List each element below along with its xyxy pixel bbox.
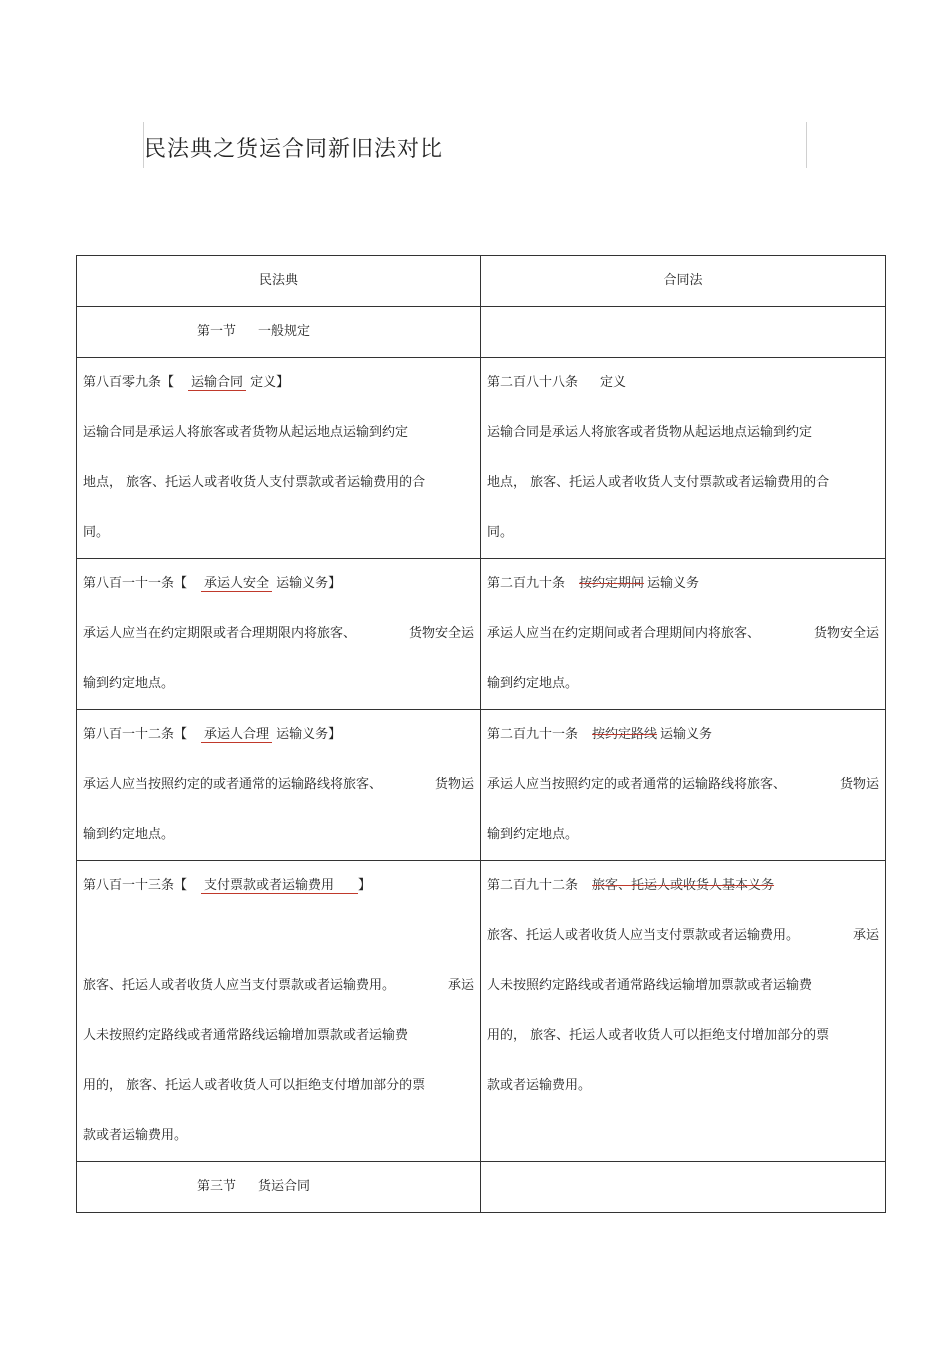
article-heading: 第二百九十条 按约定期间 运输义务 xyxy=(487,576,700,591)
article-text-line: 输到约定地点。 xyxy=(83,827,175,842)
article-text-line: 承运人应当在约定期间或者合理期间内将旅客、 货物安全运 xyxy=(487,626,879,641)
contract-law-cell xyxy=(481,559,886,710)
article-heading: 第八百一十二条【 承运人合理 运输义务】 xyxy=(83,727,342,742)
article-text-line: 用的， 旅客、托运人或者收货人可以拒绝支付增加部分的票 xyxy=(83,1078,426,1093)
article-text-line: 同。 xyxy=(487,525,514,540)
comparison-table xyxy=(76,255,886,1213)
article-text-line: 同。 xyxy=(83,525,110,540)
article-text-line: 运输合同是承运人将旅客或者货物从起运地点运输到约定 xyxy=(487,425,813,440)
civil-code-cell xyxy=(77,358,481,559)
article-text-line: 输到约定地点。 xyxy=(487,827,579,842)
article-text-line: 旅客、托运人或者收货人应当支付票款或者运输费用。 承运 xyxy=(83,978,474,993)
deleted-text-strike: 按约定路线 xyxy=(592,727,658,742)
section-cell-empty xyxy=(481,1162,886,1213)
article-heading: 第八百零九条【 运输合同 定义】 xyxy=(83,375,290,390)
amended-title-underline: 支付票款或者运输费用 xyxy=(201,878,358,894)
article-text-line: 用的， 旅客、托运人或者收货人可以拒绝支付增加部分的票 xyxy=(487,1028,830,1043)
section-row xyxy=(77,307,886,358)
article-heading: 第八百一十一条【 承运人安全 运输义务】 xyxy=(83,576,342,591)
article-text-line: 款或者运输费用。 xyxy=(83,1128,188,1143)
civil-code-cell xyxy=(77,710,481,861)
section-cell xyxy=(77,307,481,358)
table-header-row xyxy=(77,256,886,307)
blank-line xyxy=(83,911,474,961)
article-heading: 第二百九十二条 旅客、托运人或收货人基本义务 xyxy=(487,861,879,911)
article-text-line: 承运人应当按照约定的或者通常的运输路线将旅客、 货物运 xyxy=(83,777,474,792)
amended-title-underline: 承运人安全 xyxy=(201,576,272,592)
col-header-civil-code: 民法典 xyxy=(77,256,481,307)
section-number: 第一节 xyxy=(196,324,236,339)
amended-title-underline: 运输合同 xyxy=(188,375,246,391)
article-heading: 第二百九十一条 按约定路线 运输义务 xyxy=(487,727,713,742)
contract-law-cell xyxy=(481,861,886,1162)
article-text-line: 地点， 旅客、托运人或者收货人支付票款或者运输费用的合 xyxy=(487,475,830,490)
article-text-line: 人未按照约定路线或者通常路线运输增加票款或者运输费 xyxy=(83,1028,409,1043)
section-row xyxy=(77,1162,886,1213)
section-number: 第三节 xyxy=(196,1179,236,1194)
table-row xyxy=(77,710,886,861)
article-heading: 第二百八十八条 定义 xyxy=(487,375,627,390)
civil-code-cell xyxy=(77,559,481,710)
article-text-line: 地点， 旅客、托运人或者收货人支付票款或者运输费用的合 xyxy=(83,475,426,490)
article-text-line: 运输合同是承运人将旅客或者货物从起运地点运输到约定 xyxy=(83,425,409,440)
section-name: 货运合同 xyxy=(258,1179,311,1194)
article-text-line: 输到约定地点。 xyxy=(83,676,175,691)
article-text-line: 承运人应当在约定期限或者合理期限内将旅客、 货物安全运 xyxy=(83,626,474,641)
col-header-contract-law: 合同法 xyxy=(481,256,886,307)
deleted-text-strike: 按约定期间 xyxy=(579,576,645,591)
table-row xyxy=(77,559,886,710)
article-text-line: 款或者运输费用。 xyxy=(487,1078,592,1093)
contract-law-cell xyxy=(481,710,886,861)
article-heading: 第八百一十三条【 支付票款或者运输费用 】 xyxy=(83,878,372,893)
section-cell xyxy=(77,1162,481,1213)
deleted-text-strike: 旅客、托运人或收货人基本义务 xyxy=(592,878,775,893)
section-cell-empty xyxy=(481,307,886,358)
table-row xyxy=(77,861,886,1162)
table-row xyxy=(77,358,886,559)
contract-law-cell xyxy=(481,358,886,559)
article-text-line: 承运人应当按照约定的或者通常的运输路线将旅客、 货物运 xyxy=(487,777,879,792)
civil-code-cell xyxy=(77,861,481,1162)
article-text-line: 旅客、托运人或者收货人应当支付票款或者运输费用。 承运 xyxy=(487,928,879,943)
article-text-line: 输到约定地点。 xyxy=(487,676,579,691)
amended-title-underline: 承运人合理 xyxy=(201,727,272,743)
section-name: 一般规定 xyxy=(258,324,311,339)
margin-line-right xyxy=(806,122,807,168)
page-title: 民法典之货运合同新旧法对比 xyxy=(144,137,444,162)
article-text-line: 人未按照约定路线或者通常路线运输增加票款或者运输费 xyxy=(487,978,813,993)
